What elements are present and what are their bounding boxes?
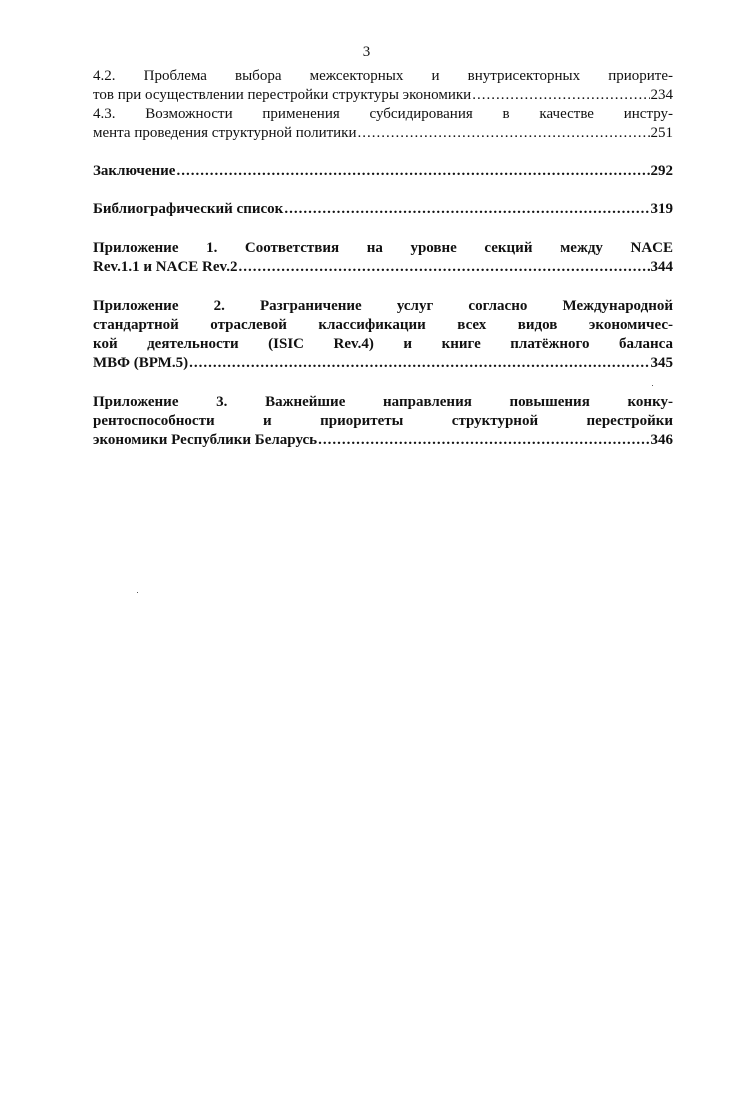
toc-entry-line: мента проведения структурной политики: [93, 125, 357, 141]
toc-entry-line: 4.2. Проблема выбора межсекторных и внутрисекторных приорите-: [93, 68, 673, 84]
toc-entry-appendix-2[interactable]: [93, 297, 673, 373]
scan-speck: [652, 385, 653, 386]
toc-entry-4-3[interactable]: [93, 105, 673, 143]
toc-page-number: 234: [650, 87, 673, 103]
toc-entry-line: Библиографический список: [93, 201, 284, 217]
toc-entry-line: кой деятельности (ISIC Rev.4) и книге платёжного баланса: [93, 336, 673, 352]
toc-entry-line: Rev.1.1 и NACE Rev.2: [93, 259, 238, 275]
dot-leader: [358, 124, 650, 143]
dot-leader: [284, 200, 649, 219]
table-of-contents: [93, 67, 673, 450]
toc-entry-line: Приложение 2. Разграничение услуг согласно Международной: [93, 298, 673, 314]
toc-entry-line: Приложение 3. Важнейшие направления повышения конку-: [93, 394, 673, 410]
toc-page-number: 319: [650, 201, 673, 217]
toc-entry-4-2[interactable]: [93, 67, 673, 105]
dot-leader: [189, 354, 649, 373]
toc-entry-conclusion[interactable]: [93, 162, 673, 181]
toc-entry-appendix-3[interactable]: [93, 393, 673, 450]
toc-entry-line: тов при осуществлении перестройки структуры экономики: [93, 87, 472, 103]
dot-leader: [176, 162, 649, 181]
toc-page-number: 344: [650, 259, 673, 275]
scan-speck: [137, 592, 138, 593]
toc-entry-line: стандартной отраслевой классификации всех видов экономичес-: [93, 317, 673, 333]
toc-entry-appendix-1[interactable]: [93, 239, 673, 277]
toc-page-number: 251: [650, 125, 673, 141]
toc-page-number: 345: [650, 355, 673, 371]
toc-entry-line: рентоспособности и приоритеты структурной перестройки: [93, 413, 673, 429]
toc-entry-line: Заключение: [93, 163, 176, 179]
toc-entry-line: МВФ (ВРМ.5): [93, 355, 189, 371]
toc-page-number: 346: [650, 432, 673, 448]
page-number: 3: [362, 44, 371, 60]
toc-entry-line: экономики Республики Беларусь: [93, 432, 318, 448]
toc-entry-line: Приложение 1. Соответствия на уровне секций между NACE: [93, 240, 673, 256]
toc-entry-bibliography[interactable]: [93, 200, 673, 219]
dot-leader: [472, 86, 649, 105]
dot-leader: [318, 431, 649, 450]
toc-entry-line: 4.3. Возможности применения субсидирования в качестве инстру-: [93, 106, 673, 122]
dot-leader: [238, 258, 649, 277]
toc-page-number: 292: [650, 163, 673, 179]
